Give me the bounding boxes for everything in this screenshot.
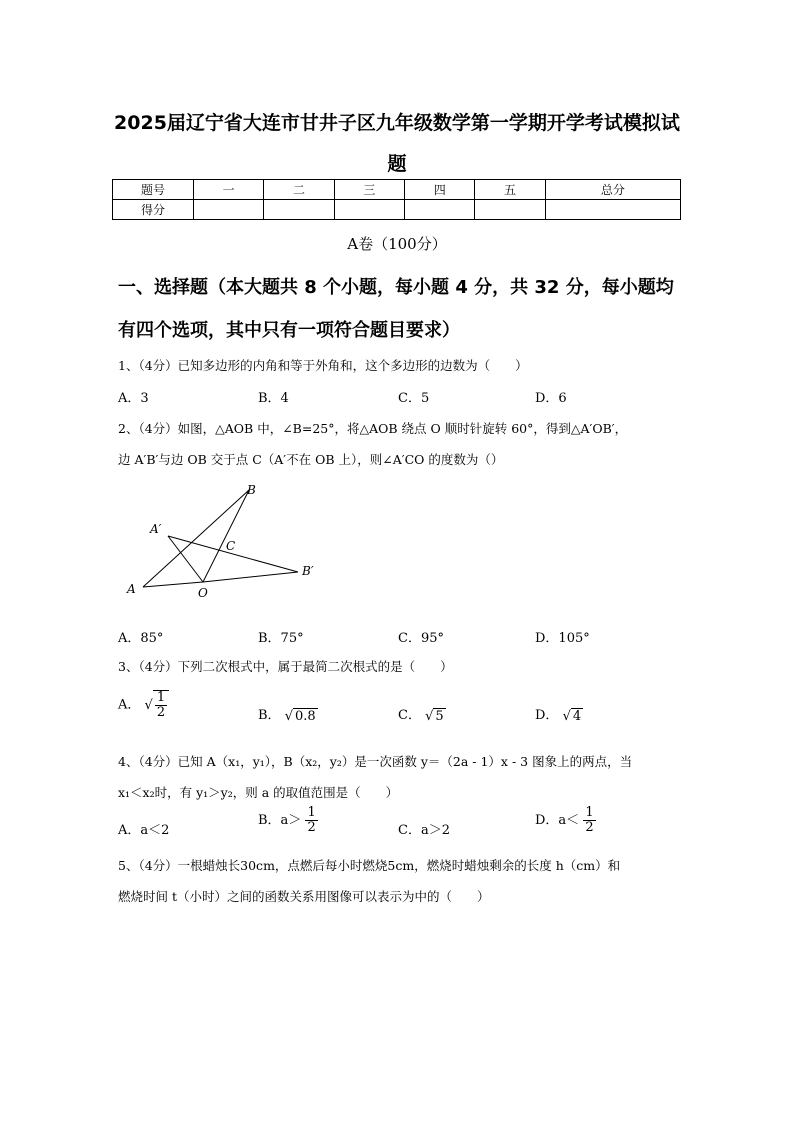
exam-title-line2: 题 xyxy=(387,153,407,175)
q1-option-a: A．3 xyxy=(118,391,149,406)
score-cell[interactable] xyxy=(475,200,545,220)
fraction-numerator: 1 xyxy=(307,805,316,820)
q4-option-b-label: B．a＞ xyxy=(258,813,302,828)
q4-option-d xyxy=(535,806,596,835)
sqrt-symbol: √ 5 xyxy=(425,708,444,724)
score-header-cell: 四 xyxy=(405,180,475,200)
sqrt-symbol: √ 0.8 xyxy=(284,708,316,724)
q3-option-b-label: B． xyxy=(258,708,281,723)
label-c: C xyxy=(226,539,236,553)
label-b-prime: B′ xyxy=(302,564,314,578)
fraction-numerator: 1 xyxy=(585,805,594,820)
label-o: O xyxy=(198,586,208,600)
q3-option-d-label: D． xyxy=(535,708,559,723)
score-cell[interactable] xyxy=(545,200,680,220)
q2-option-d: D．105° xyxy=(535,631,590,646)
q5-stem-line2: 燃烧时间 t（小时）之间的函数关系用图像可以表示为中的（ ） xyxy=(118,889,490,904)
q1-option-c: C．5 xyxy=(398,391,430,406)
q3-option-c xyxy=(398,704,446,724)
segment-bo xyxy=(203,490,249,582)
label-a: A xyxy=(127,582,136,596)
score-cell[interactable] xyxy=(334,200,404,220)
fraction-numerator: 1 xyxy=(156,690,166,705)
score-header-cell: 三 xyxy=(334,180,404,200)
score-table xyxy=(112,179,681,220)
q3-option-a xyxy=(118,690,169,720)
exam-title-line1: 2025届辽宁省大连市甘井子区九年级数学第一学期开学考试模拟试 xyxy=(114,112,680,134)
score-header-cell: 一 xyxy=(194,180,264,200)
q2-option-a: A．85° xyxy=(118,631,164,646)
radicand: 4 xyxy=(572,708,582,724)
q4-stem-line1: 4、（4分）已知 A（x₁，y₁），B（x₂，y₂）是一次函数 y＝（2a - 1）x - 3 图象上的两点，当 xyxy=(118,754,633,769)
radicand: 0.8 xyxy=(295,708,316,724)
q4-option-c: C．a＞2 xyxy=(398,823,450,838)
score-cell[interactable] xyxy=(264,200,334,220)
segment-ao xyxy=(143,582,203,587)
q5-stem-line1: 5、（4分）一根蜡烛长30cm，点燃后每小时燃烧5cm，燃烧时蜡烛剩余的长度 h（cm）和 xyxy=(118,858,621,873)
fraction-denominator: 2 xyxy=(585,820,594,835)
score-cell[interactable] xyxy=(405,200,475,220)
label-a-prime: A′ xyxy=(150,522,162,536)
fraction xyxy=(583,806,595,835)
q1-stem: 1、（4分）已知多边形的内角和等于外角和，这个多边形的边数为（ ） xyxy=(118,358,528,373)
q4-option-d-label: D．a＜ xyxy=(535,813,580,828)
q1-option-b: B．4 xyxy=(258,391,289,406)
q3-option-d xyxy=(535,704,583,724)
label-b: B xyxy=(247,483,256,497)
q4-option-a: A．a＜2 xyxy=(118,823,170,838)
section-a-heading: A卷（100分） xyxy=(347,235,447,253)
q3-stem: 3、（4分）下列二次根式中，属于最简二次根式的是（ ） xyxy=(118,659,453,674)
q3-option-b xyxy=(258,704,318,724)
q4-stem-line2: x₁＜x₂时，有 y₁＞y₂，则 a 的取值范围是（ ） xyxy=(118,785,399,800)
q2-stem-line1: 2、（4分）如图，△AOB 中，∠B=25°，将△AOB 绕点 O 顺时针旋转 60°，得到△A′OB′， xyxy=(118,421,628,436)
score-header-cell: 题号 xyxy=(113,180,194,200)
q2-stem-line2: 边 A′B′与边 OB 交于点 C（A′不在 OB 上），则∠A′CO 的度数为（） xyxy=(118,452,504,467)
section1-heading-line1: 一、选择题（本大题共 8 个小题，每小题 4 分，共 32 分，每小题均 xyxy=(118,277,674,298)
fraction-denominator: 2 xyxy=(307,820,316,835)
q3-option-c-label: C． xyxy=(398,708,421,723)
segment-o-b-prime xyxy=(203,572,298,582)
score-header-cell: 五 xyxy=(475,180,545,200)
q2-option-c: C．95° xyxy=(398,631,444,646)
fraction xyxy=(305,806,317,835)
q2-option-b: B．75° xyxy=(258,631,304,646)
score-cell[interactable] xyxy=(194,200,264,220)
fraction-denominator: 2 xyxy=(156,705,166,720)
sqrt-symbol: √ 4 xyxy=(562,708,582,724)
section1-heading-line2: 有四个选项，其中只有一项符合题目要求） xyxy=(118,320,460,341)
q1-option-d: D．6 xyxy=(535,391,567,406)
q4-option-b xyxy=(258,806,318,835)
score-table-score-row xyxy=(113,200,681,220)
score-row-label: 得分 xyxy=(113,200,194,220)
rotation-triangle-figure xyxy=(110,480,330,605)
score-header-cell: 总分 xyxy=(545,180,680,200)
fraction xyxy=(155,691,167,720)
sqrt-symbol: √ $\frac{1}{2}$ xyxy=(145,690,170,720)
score-table-header-row xyxy=(113,180,681,200)
score-header-cell: 二 xyxy=(264,180,334,200)
radicand: 5 xyxy=(435,708,444,724)
q3-option-a-label: A． xyxy=(118,697,141,713)
